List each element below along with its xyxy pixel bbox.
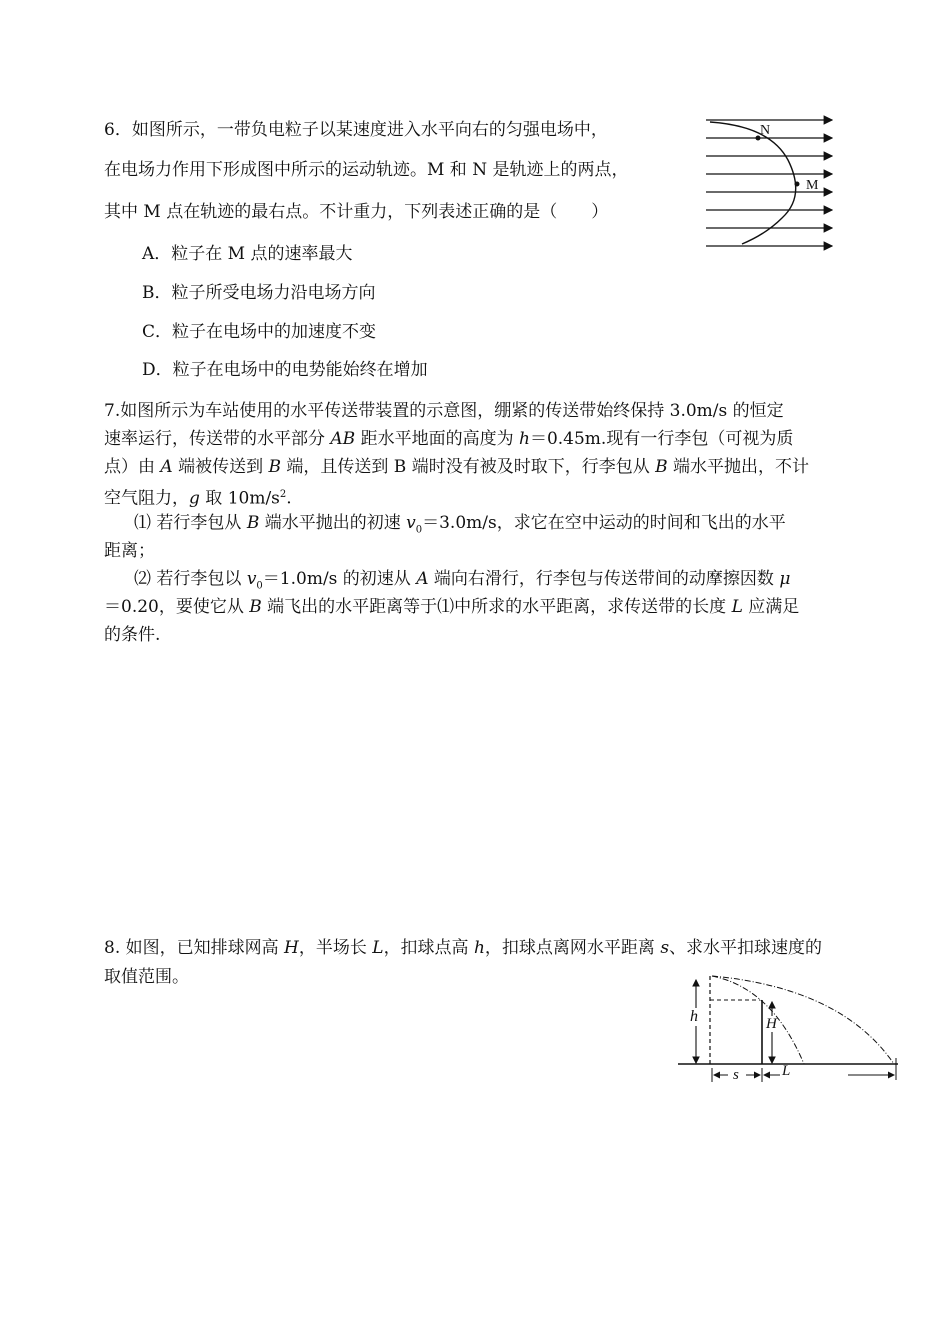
label-n: N: [760, 123, 771, 138]
q7-part-2-line-3: 的条件.: [104, 625, 161, 645]
q6-option-c: C．粒子在电场中的加速度不变: [142, 322, 377, 342]
q8-stem-line-1: 8. 如图，已知排球网高 H，半场长 L，扣球点高 h，扣球点离网水平距离 s、求水平扣球速度的: [104, 938, 823, 958]
q6-option-a: A．粒子在 M 点的速率最大: [142, 244, 353, 264]
electric-field-figure: [700, 108, 845, 253]
q7-part-2-line-1: ⑵ 若行李包以 $v_0=1.0m/s$ 的初速从 A 端向右滑行，行李包与传送带间的动摩擦因数 μ: [134, 569, 791, 592]
label-s: s: [733, 1067, 739, 1083]
q6-option-b: B．粒子所受电场力沿电场方向: [142, 283, 376, 303]
q7-stem-line-3: 点）由 A 端被传送到 B 端，且传送到 B 端时没有被及时取下，行李包从 B 端水平抛出，不计: [104, 457, 810, 477]
q6-stem-line-2: 在电场力作用下形成图中所示的运动轨迹。M 和 N 是轨迹上的两点，: [104, 160, 629, 180]
q7-part-1-line-2: 距离；: [104, 541, 155, 561]
trajectory-long: [712, 976, 894, 1064]
label-l: L: [782, 1063, 791, 1079]
q7-stem-line-1: 7.如图所示为车站使用的水平传送带装置的示意图，绷紧的传送带始终保持 3.0m/s 的恒定: [104, 401, 784, 421]
label-big-h: H: [766, 1016, 777, 1032]
q6-option-d: D．粒子在电场中的电势能始终在增加: [142, 360, 428, 380]
label-m: M: [806, 178, 819, 193]
trajectory-curve: [710, 122, 796, 244]
point-m: [795, 182, 800, 187]
q7-stem-line-4: 空气阻力，g 取 $10m/s^2$.: [104, 488, 292, 509]
q8-stem-line-2: 取值范围。: [104, 967, 189, 987]
volleyball-figure: [672, 968, 902, 1086]
q7-part-1-line-1: ⑴ 若行李包从 B 端水平抛出的初速 $v_0=3.0m/s$，求它在空中运动的时间和飞出的水平: [134, 513, 786, 536]
q6-stem-line-1: 6．如图所示，一带负电粒子以某速度进入水平向右的匀强电场中，: [104, 120, 608, 140]
label-h: h: [690, 1008, 698, 1025]
q7-part-2-line-2: ＝0.20，要使它从 B 端飞出的水平距离等于⑴中所求的水平距离，求传送带的长度 L 应满足: [104, 597, 800, 617]
q6-stem-line-3: 其中 M 点在轨迹的最右点。不计重力，下列表述正确的是（ ）: [104, 202, 609, 222]
q7-stem-line-2: 速率运行，传送带的水平部分 AB 距水平地面的高度为 h＝0.45m.现有一行李包（可视为质: [104, 429, 794, 449]
trajectory-short: [712, 976, 804, 1064]
